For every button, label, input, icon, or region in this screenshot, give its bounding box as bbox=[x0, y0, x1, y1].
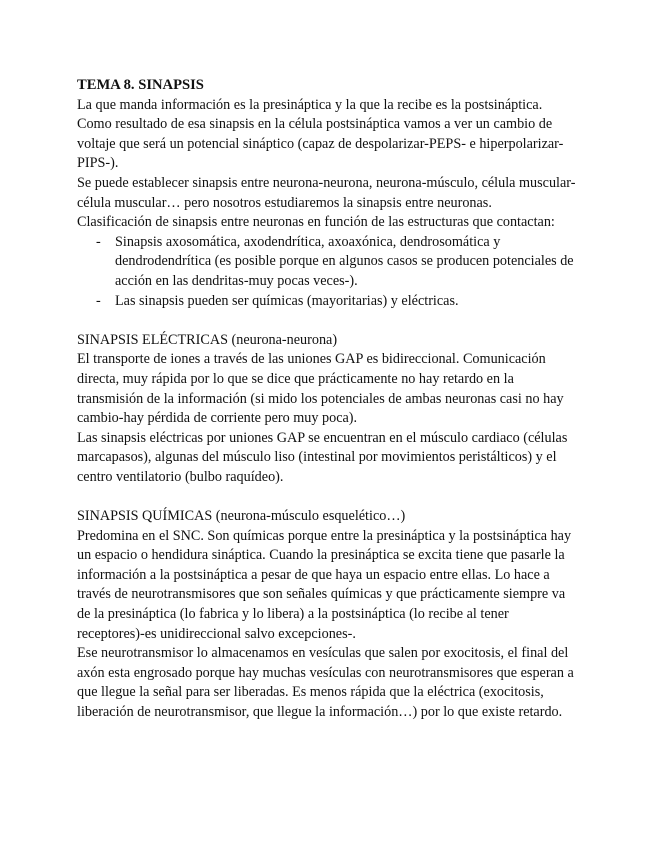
quimicas-paragraph-2: Ese neurotransmisor lo almacenamos en vesículas que salen por exocitosis, el final del axón esta engrosado porque hay muchas vesículas con neurotransmisores que esperan a que llegue la señal para ser liberadas. Es menos rápida que la eléctrica (exocitosis, liberación de neurotransmisor, que llegue la información…) por lo que existe retardo. bbox=[77, 645, 574, 720]
section-spacer bbox=[77, 311, 577, 331]
list-item bbox=[77, 292, 577, 312]
bullet-marker: - bbox=[96, 292, 101, 309]
electricas-paragraph-1: El transporte de iones a través de las uniones GAP es bidireccional. Comunicación directa, muy rápida por lo que se dice que prácticamente no hay retardo en la transmisión de la información (si mido los potenciales de ambas neuronas casi no hay cambio-hay pérdida de corriente pero muy poca). bbox=[77, 351, 564, 427]
section-spacer bbox=[77, 487, 577, 507]
classification-list bbox=[77, 233, 577, 311]
electricas-paragraph-2: Las sinapsis eléctricas por uniones GAP se encuentran en el músculo cardiaco (células marcapasos), algunas del músculo liso (intestinal por movimientos peristálticos) y el centro ventilatorio (bulbo raquídeo). bbox=[77, 429, 568, 485]
list-item-text: Las sinapsis pueden ser químicas (mayoritarias) y eléctricas. bbox=[115, 292, 459, 309]
quimicas-paragraph-1: Predomina en el SNC. Son químicas porque entre la presináptica y la postsináptica hay un espacio o hendidura sináptica. Cuando la presináptica se excita tiene que pasarle la información a la postsináptica a pesar de que haya un espacio entre ellas. Lo hace a través de neurotransmisores que son señales químicas y que prácticamente siempre va de la presináptica (lo fabrica y lo libera) a la postsináptica (lo recibe al tener receptores)-es unidireccional salvo excepciones-. bbox=[77, 527, 572, 642]
section-heading-quimicas: SINAPSIS QUÍMICAS (neurona-músculo esquelético…) bbox=[77, 508, 406, 525]
list-item bbox=[77, 233, 577, 292]
intro-paragraph-1: La que manda información es la presináptica y la que la recibe es la postsináptica. Como resultado de esa sinapsis en la célula postsináptica vamos a ver un cambio de voltaje que será un potencial sináptico (capaz de despolarizar-PEPS- e hiperpolarizar-PIPS-). bbox=[77, 96, 564, 172]
intro-paragraph-2: Se puede establecer sinapsis entre neurona-neurona, neurona-músculo, célula muscular-célula muscular… pero nosotros estudiaremos la sinapsis entre neuronas. bbox=[77, 174, 576, 211]
section-heading-electricas: SINAPSIS ELÉCTRICAS (neurona-neurona) bbox=[77, 331, 338, 348]
intro-paragraph-3: Clasificación de sinapsis entre neuronas en función de las estructuras que contactan: bbox=[77, 214, 555, 231]
list-item-text: Sinapsis axosomática, axodendrítica, axoaxónica, dendrosomática y dendrodendrítica (es posible porque en algunos casos se producen potenciales de acción en las dendritas-muy pocas veces-). bbox=[115, 233, 574, 289]
bullet-marker: - bbox=[96, 233, 101, 250]
document-title: TEMA 8. SINAPSIS bbox=[77, 77, 204, 93]
document-page bbox=[77, 76, 577, 723]
